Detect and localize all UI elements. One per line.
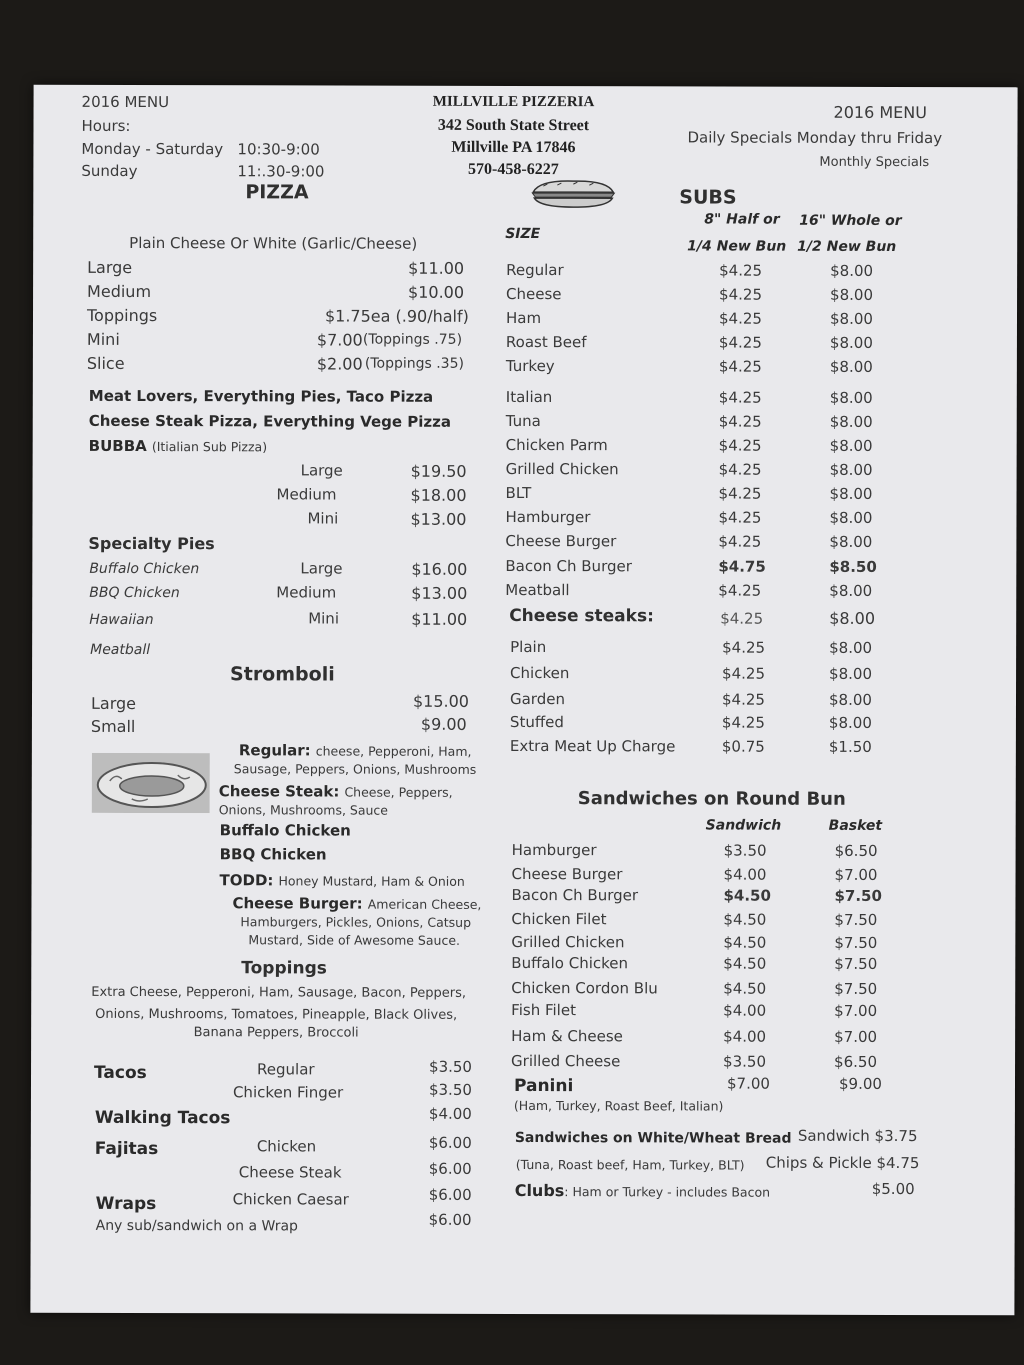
sub-name: Grilled Chicken [505, 459, 619, 479]
pizza-item: Large $11.00 [87, 257, 465, 278]
white-wheat-price-1: Sandwich $3.75 [797, 1126, 918, 1146]
fajitas-option: Chicken [256, 1137, 317, 1156]
clubs-line: Clubs: Ham or Turkey - includes Bacon [514, 1180, 771, 1201]
fajitas-price: $6.00 [428, 1159, 472, 1178]
cheese-steak-name: Plain [510, 637, 547, 657]
round-bun-basket: $7.50 [834, 886, 882, 905]
sub-whole: $8.00 [829, 388, 873, 407]
combo-line-1: Meat Lovers, Everything Pies, Taco Pizza [88, 386, 434, 406]
fajitas-option: Cheese Steak [238, 1163, 342, 1182]
stromboli-todd: TODD: Honey Mustard, Ham & Onion [219, 871, 465, 890]
monthly-specials: Monthly Specials [819, 154, 930, 171]
sub-whole: $8.00 [830, 285, 874, 304]
round-bun-row [32, 840, 1016, 865]
sub-name: Ham [505, 308, 542, 328]
round-bun-sandwich: $4.50 [723, 886, 771, 905]
specialty-size: Mini $11.00 [308, 609, 468, 629]
stromboli-title: Stromboli [230, 663, 335, 686]
cheese-steak-half: $4.25 [721, 713, 765, 732]
stromboli-cheese-burger: Cheese Burger: American Cheese, [232, 894, 482, 913]
fajitas-title: Fajitas [94, 1138, 159, 1160]
pizza-item: Slice $2.00 (Toppings .35) [86, 353, 464, 374]
sub-half: $4.75 [718, 557, 766, 576]
sub-half: $4.25 [718, 357, 762, 376]
sub-name: Meatball [505, 580, 570, 600]
sub-row [33, 387, 1017, 412]
hours-days-1: Monday - Saturday [81, 139, 224, 159]
sub-half: $4.25 [718, 532, 762, 551]
round-bun-name: Fish Filet [511, 1000, 576, 1020]
round-bun-name: Hamburger [511, 840, 597, 860]
round-bun-row [31, 953, 1015, 978]
cheese-steaks-title: Cheese steaks: [509, 605, 654, 627]
sub-half: $4.25 [718, 581, 762, 600]
panini-sandwich-price: $7.00 [726, 1074, 770, 1093]
round-bun-name: Cheese Burger [511, 864, 623, 884]
round-bun-basket: $7.50 [834, 933, 878, 952]
subs-half-label-2: 1/4 New Bun [687, 238, 787, 255]
round-bun-basket: $6.50 [834, 1052, 878, 1071]
toppings-line: Onions, Mushrooms, Tomatoes, Pineapple, Black Olives, [95, 1006, 458, 1023]
walking-tacos-price: $4.00 [428, 1104, 472, 1123]
round-bun-basket: $7.50 [834, 910, 878, 929]
round-bun-name: Chicken Filet [511, 909, 607, 929]
sub-row [33, 281, 1017, 309]
specialty-type: Hawaiian [89, 611, 154, 629]
cheese-steak-whole: $8.00 [828, 713, 872, 732]
cheese-steak-half: $4.25 [722, 638, 766, 657]
tacos-price: $3.50 [429, 1057, 473, 1076]
sub-name: BLT [505, 483, 532, 503]
subs-size-label: SIZE [505, 225, 541, 243]
sub-sandwich-icon [529, 178, 617, 210]
cheese-steaks-title-half: $4.25 [720, 609, 764, 628]
cheese-steak-name: Chicken [510, 663, 570, 683]
toppings-title: Toppings [241, 958, 327, 979]
stromboli-regular-desc: Sausage, Peppers, Onions, Mushrooms [233, 761, 477, 777]
menu-year-right: 2016 MENU [833, 102, 927, 123]
stromboli-cheese-burger-desc2: Mustard, Side of Awesome Sauce. [248, 932, 461, 948]
cheese-steaks-title-whole: $8.00 [829, 608, 876, 628]
stromboli-bbq: BBQ Chicken [219, 845, 327, 864]
round-bun-sandwich: $3.50 [723, 1052, 767, 1071]
sub-row [33, 483, 1017, 508]
round-bun-basket: $7.50 [834, 954, 878, 973]
round-bun-name: Ham & Cheese [511, 1026, 623, 1046]
round-bun-col-sandwich: Sandwich [705, 817, 782, 834]
specialty-size: Medium $13.00 [276, 583, 468, 603]
sub-whole: $8.00 [829, 508, 873, 527]
round-bun-sandwich: $4.50 [723, 910, 767, 929]
sub-name: Tuna [505, 411, 541, 431]
any-wrap: Any sub/sandwich on a Wrap [95, 1217, 298, 1235]
hours-time-2: 11:.30-9:00 [237, 162, 325, 181]
round-bun-title: Sandwiches on Round Bun [577, 788, 846, 810]
combo-line-2: Cheese Steak Pizza, Everything Vege Pizza [88, 411, 452, 431]
sub-half: $4.25 [718, 484, 762, 503]
round-bun-sandwich: $4.50 [723, 979, 767, 998]
panini-basket-price: $9.00 [838, 1074, 882, 1093]
specialty-type: Buffalo Chicken [89, 560, 200, 578]
round-bun-basket: $6.50 [834, 841, 878, 860]
tacos-option: Regular [257, 1060, 315, 1079]
toppings-line: Banana Peppers, Broccoli [193, 1025, 359, 1041]
specialty-type: BBQ Chicken [89, 584, 180, 602]
round-bun-row [31, 978, 1015, 1003]
sub-row [33, 353, 1017, 381]
round-bun-basket: $7.00 [834, 1027, 878, 1046]
panini-title: Panini [513, 1075, 574, 1097]
sub-half: $4.25 [718, 309, 762, 328]
sub-row [33, 329, 1017, 357]
sub-whole: $8.00 [829, 581, 873, 600]
pizza-item: Medium $10.00 [87, 281, 465, 302]
sub-half: $4.25 [718, 412, 762, 431]
cheese-steak-row [32, 689, 1016, 714]
sub-whole: $8.00 [829, 309, 873, 328]
stromboli-image [92, 753, 210, 813]
sub-half: $4.25 [718, 508, 762, 527]
sub-whole: $8.50 [829, 557, 877, 576]
sub-row [32, 531, 1016, 556]
cheese-steak-whole: $1.50 [828, 737, 872, 756]
specialty-title: Specialty Pies [88, 533, 215, 554]
sub-half: $4.25 [719, 285, 763, 304]
sub-whole: $8.00 [829, 333, 873, 352]
cheese-steak-name: Extra Meat Up Charge [509, 736, 676, 756]
round-bun-row [31, 885, 1015, 910]
toppings-line: Extra Cheese, Pepperoni, Ham, Sausage, Bacon, Peppers, [91, 984, 467, 1001]
round-bun-row [31, 1000, 1015, 1025]
pizza-item: Mini $7.00 (Toppings .75) [86, 329, 463, 350]
daily-specials: Daily Specials Monday thru Friday [687, 128, 943, 148]
panini-note: (Ham, Turkey, Roast Beef, Italian) [513, 1097, 724, 1114]
stromboli-cheese-burger-desc: Hamburgers, Pickles, Onions, Catsup [240, 914, 472, 930]
pizza-title: PIZZA [245, 181, 309, 204]
round-bun-name: Buffalo Chicken [511, 953, 629, 973]
sub-row [32, 556, 1016, 581]
sub-name: Chicken Parm [505, 435, 608, 455]
sub-name: Hamburger [505, 507, 591, 527]
sub-name: Cheese Burger [505, 531, 617, 551]
sub-whole: $8.00 [829, 484, 873, 503]
sub-name: Cheese [506, 284, 562, 304]
round-bun-row [31, 1051, 1015, 1079]
cheese-steak-half: $4.25 [721, 690, 765, 709]
sub-half: $4.25 [718, 333, 762, 352]
subs-whole-label-2: 1/2 New Bun [797, 238, 897, 255]
wraps-option: Chicken Caesar [232, 1190, 349, 1209]
sub-row [32, 507, 1016, 532]
sub-name: Bacon Ch Burger [505, 556, 632, 576]
subs-half-label: 8" Half or [704, 211, 780, 228]
combo-size: Mini $13.00 [307, 509, 467, 529]
round-bun-name: Bacon Ch Burger [511, 885, 639, 905]
restaurant-city: Millville PA 17846 [451, 138, 576, 157]
round-bun-basket: $7.00 [834, 1001, 878, 1020]
sub-whole: $8.00 [829, 436, 873, 455]
cheese-steak-whole: $8.00 [829, 664, 873, 683]
cheese-steak-row [32, 736, 1016, 761]
restaurant-phone: 570-458-6227 [468, 160, 559, 179]
sub-row [33, 435, 1017, 460]
stromboli-regular: Regular: cheese, Pepperoni, Ham, [238, 741, 472, 760]
restaurant-name: MILLVILLE PIZZERIA [432, 93, 595, 111]
stromboli-size: Small $9.00 [90, 714, 467, 736]
cheese-steak-name: Stuffed [509, 712, 564, 732]
round-bun-basket: $7.00 [834, 865, 878, 884]
sub-name: Roast Beef [505, 332, 587, 352]
sub-whole: $8.00 [829, 532, 873, 551]
combo-size: Medium $18.00 [276, 485, 467, 505]
sub-name: Italian [505, 387, 553, 407]
tacos-option: Chicken Finger [232, 1083, 344, 1102]
menu-page [30, 85, 1017, 1316]
round-bun-col-basket: Basket [828, 817, 883, 834]
round-bun-sandwich: $4.00 [723, 1001, 767, 1020]
round-bun-sandwich: $3.50 [723, 841, 767, 860]
round-bun-sandwich: $4.50 [723, 954, 767, 973]
sub-row [33, 305, 1017, 333]
sub-name: Regular [506, 260, 564, 280]
any-wrap-price: $6.00 [428, 1210, 472, 1229]
sub-whole: $8.00 [829, 412, 873, 431]
stromboli-buffalo: Buffalo Chicken [219, 821, 351, 840]
round-bun-name: Grilled Chicken [511, 932, 625, 952]
stromboli-size: Large $15.00 [90, 691, 470, 713]
cheese-steak-row [32, 712, 1016, 737]
bubba-line: BUBBA (Itialian Sub Pizza) [88, 436, 268, 456]
round-bun-basket: $7.50 [834, 979, 878, 998]
sub-row [33, 411, 1017, 436]
cheese-steak-half: $4.25 [722, 664, 766, 683]
round-bun-name: Chicken Cordon Blu [511, 978, 658, 998]
round-bun-row [31, 1026, 1015, 1051]
cheese-steak-half: $0.75 [721, 737, 765, 756]
cheese-steak-name: Garden [509, 689, 566, 709]
menu-year-left: 2016 MENU [81, 92, 170, 112]
sub-row [33, 257, 1017, 285]
hours-time-1: 10:30-9:00 [237, 140, 320, 159]
round-bun-row [31, 909, 1015, 934]
fajitas-price: $6.00 [428, 1133, 472, 1152]
cheese-steak-whole: $8.00 [829, 638, 873, 657]
sub-whole: $8.00 [829, 357, 873, 376]
stromboli-cheese-steak: Cheese Steak: Cheese, Peppers, [218, 782, 453, 801]
clubs-price: $5.00 [871, 1179, 915, 1199]
white-wheat-price-2: Chips & Pickle $4.75 [765, 1153, 920, 1173]
sub-row [32, 580, 1016, 605]
round-bun-sandwich: $4.00 [723, 865, 767, 884]
sub-half: $4.25 [718, 460, 762, 479]
round-bun-sandwich: $4.50 [723, 933, 767, 952]
pizza-item: Toppings $1.75ea (.90/half) [86, 305, 469, 326]
combo-size: Large $19.50 [300, 461, 467, 481]
sub-whole: $8.00 [830, 261, 874, 280]
white-wheat-note: (Tuna, Roast beef, Ham, Turkey, BLT) [515, 1156, 745, 1173]
restaurant-street: 342 South State Street [437, 116, 590, 135]
cheese-steak-whole: $8.00 [828, 690, 872, 709]
tacos-price: $3.50 [428, 1080, 472, 1099]
subs-title: SUBS [679, 186, 737, 209]
stromboli-cheese-steak-desc: Onions, Mushrooms, Sauce [218, 802, 389, 818]
wraps-price: $6.00 [428, 1185, 472, 1204]
tacos-title: Tacos [93, 1062, 147, 1084]
specialty-size: Large $16.00 [300, 559, 468, 579]
wraps-title: Wraps [95, 1193, 157, 1215]
sub-row [33, 459, 1017, 484]
round-bun-name: Grilled Cheese [511, 1051, 621, 1071]
sub-name: Turkey [505, 356, 555, 376]
sub-half: $4.25 [718, 388, 762, 407]
sub-half: $4.25 [718, 436, 762, 455]
subs-whole-label: 16" Whole or [799, 212, 902, 229]
hours-label: Hours: [81, 116, 131, 135]
round-bun-sandwich: $4.00 [723, 1027, 767, 1046]
sub-half: $4.25 [719, 261, 763, 280]
specialty-type: Meatball [90, 641, 151, 659]
cheese-steak-row [32, 663, 1016, 688]
walking-tacos-title: Walking Tacos [94, 1107, 231, 1129]
hours-days-2: Sunday [81, 161, 138, 180]
sub-whole: $8.00 [829, 460, 873, 479]
cheese-steak-row [32, 637, 1016, 662]
pizza-subtitle: Plain Cheese Or White (Garlic/Cheese) [129, 233, 418, 253]
white-wheat-title: Sandwiches on White/Wheat Bread [514, 1129, 792, 1147]
